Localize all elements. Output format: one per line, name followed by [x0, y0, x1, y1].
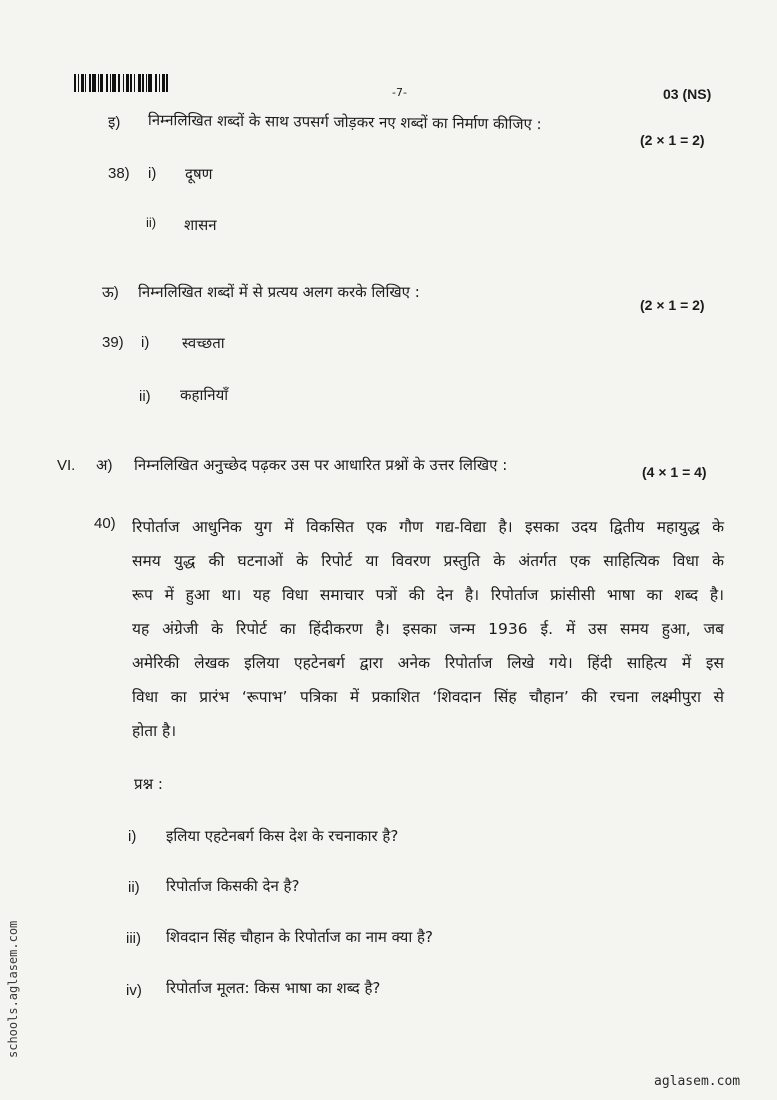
passage-line: होता है। — [132, 722, 177, 740]
passage — [132, 510, 724, 748]
q38-item-2-text: शासन — [184, 216, 217, 234]
q40-sub-3-text: शिवदान सिंह चौहान के रिपोर्ताज का नाम क्या है? — [166, 928, 433, 946]
section-vi-label: अ) — [96, 457, 113, 474]
q38-item-1-text: दूषण — [185, 165, 213, 183]
q39-item-1-num: i) — [141, 334, 150, 351]
q40-sub-3-num: iii) — [126, 930, 141, 947]
section-e-label: इ) — [108, 114, 121, 131]
q40-sub-4-text: रिपोर्ताज मूलत: किस भाषा का शब्द है? — [166, 979, 381, 997]
side-watermark: schools.aglasem.com — [6, 920, 20, 1058]
passage-line: रिपोर्ताज आधुनिक युग में विकसित एक गौण गद्य-विद्या है। इसका उदय द्वितीय महायुद्ध के — [132, 518, 724, 536]
question-38-number: 38) — [108, 165, 130, 182]
q38-item-1-num: i) — [148, 165, 157, 182]
q39-item-1-text: स्वच्छता — [182, 334, 225, 352]
passage-line: रूप में हुआ था। यह विधा समाचार पत्रों की देन है। रिपोर्ताज फ्रांसीसी भाषा का शब्द है। — [132, 586, 724, 604]
barcode — [74, 74, 182, 92]
q40-sub-4-num: iv) — [126, 982, 142, 999]
section-u-marks: (2 × 1 = 2) — [640, 297, 705, 313]
q39-item-2-num: ii) — [139, 388, 151, 405]
section-vi-roman: VI. — [57, 457, 76, 474]
question-39-number: 39) — [102, 334, 124, 351]
section-u-label: ऊ) — [102, 284, 119, 301]
q39-item-2-text: कहानियाँ — [180, 386, 229, 404]
paper-code: 03 (NS) — [663, 86, 712, 102]
q40-sub-2-text: रिपोर्ताज किसकी देन है? — [166, 877, 300, 895]
section-vi-instruction: निम्नलिखित अनुच्छेद पढ़कर उस पर आधारित प्रश्नों के उत्तर लिखिए : — [134, 456, 508, 474]
passage-line: विधा का प्रारंभ ‘रूपाभ’ पत्रिका में प्रकाशित ‘शिवदान सिंह चौहान’ की रचना लक्ष्मीपुरा से — [132, 688, 724, 706]
q40-sub-1-text: इलिया एहटेनबर्ग किस देश के रचनाकार है? — [166, 827, 399, 845]
questions-heading: प्रश्न : — [134, 775, 163, 793]
section-u-instruction: निम्नलिखित शब्दों में से प्रत्यय अलग करके लिखिए : — [138, 283, 420, 301]
section-vi-marks: (4 × 1 = 4) — [642, 464, 707, 480]
q40-sub-1-num: i) — [128, 828, 137, 845]
q38-item-2-num: ii) — [146, 215, 157, 230]
passage-line: यह अंग्रेजी के रिपोर्ट का हिंदीकरण है। इसका जन्म 1936 ई. में उस समय हुआ, जब — [132, 620, 724, 638]
passage-line: अमेरिकी लेखक इलिया एहटेनबर्ग द्वारा अनेक रिपोर्ताज लिखे गये। हिंदी साहित्य में इस — [132, 654, 724, 672]
section-e-instruction: निम्नलिखित शब्दों के साथ उपसर्ग जोड़कर नए शब्दों का निर्माण कीजिए : — [147, 110, 542, 134]
passage-line: समय युद्ध की घटनाओं के रिपोर्ट या विवरण प्रस्तुति के अंतर्गत एक साहित्यिक विधा के — [132, 552, 724, 570]
page-number: -7- — [392, 86, 407, 99]
section-e-marks: (2 × 1 = 2) — [640, 132, 705, 148]
q40-sub-2-num: ii) — [128, 879, 140, 896]
footer-watermark: aglasem.com — [654, 1074, 741, 1089]
question-40-number: 40) — [94, 515, 116, 532]
